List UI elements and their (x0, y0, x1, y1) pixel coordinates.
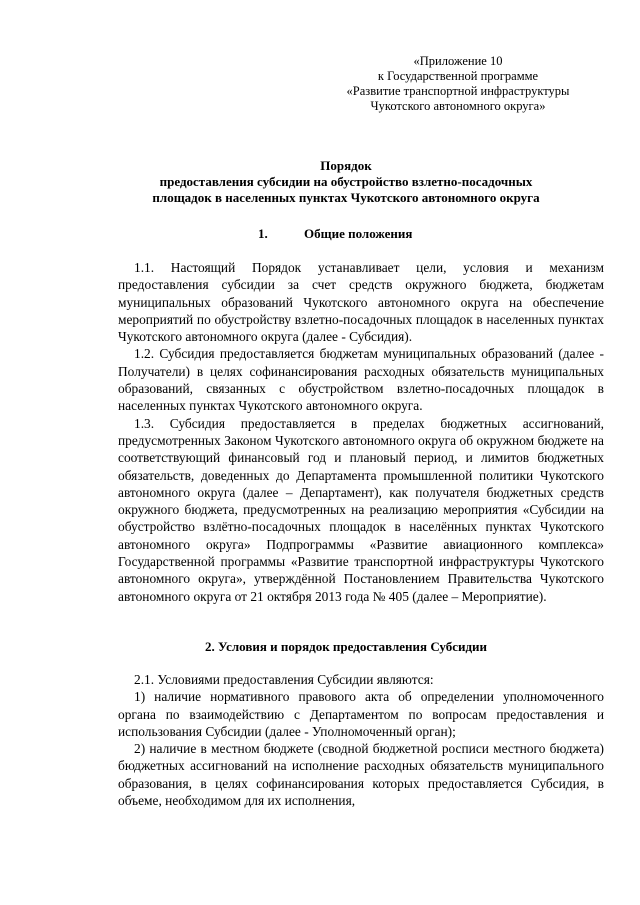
appendix-line: к Государственной программе (377, 69, 539, 83)
section-1-body (118, 259, 604, 605)
section-2-body (118, 671, 604, 809)
document-title (96, 158, 596, 206)
paragraph: 1.3. Субсидия предоставляется в пределах бюджетных ассигнований, предусмотренных Законом Чукотского автономного округа об окружном бюджете на соответствующий финансовый год и плановый период, и лимитов бюджетных обязательств, доведенных до Департамента промышленной политики Чукотского автономного округа (далее – Департамент), как получателя бюджетных средств окружного бюджета, предусмотренных на реализацию мероприятия «Субсидии на обустройство взлётно-посадочных площадок в населённых пунктах Чукотского автономного округа» Подпрограммы «Развитие авиационного комплекса» Государственной программы «Развитие транспортной инфраструктуры Чукотского автономного округа», утверждённой Постановлением Правительства Чукотского автономного округа от 21 октября 2013 года № 405 (далее – Мероприятие). (118, 415, 604, 604)
title-line: Порядок (320, 158, 372, 173)
paragraph: 2) наличие в местном бюджете (сводной бюджетной росписи местного бюджета) бюджетных ассигнований на исполнение расходных обязательств муниципального образования, в целях софинансирования которых предоставляется Субсидия, в объеме, необходимом для их исполнения, (118, 741, 604, 809)
appendix-line: «Развитие транспортной инфраструктуры (346, 84, 570, 98)
appendix-note (328, 54, 588, 114)
title-line: площадок в населенных пунктах Чукотского автономного округа (152, 190, 540, 205)
section-title: Общие положения (304, 226, 413, 241)
section-number: 1. (258, 226, 268, 241)
appendix-line: Чукотского автономного округа» (370, 99, 546, 113)
paragraph: 2.1. Условиями предоставления Субсидии являются: (134, 672, 434, 687)
title-line: предоставления субсидии на обустройство взлетно-посадочных (159, 174, 533, 189)
section-1-heading (258, 226, 412, 242)
paragraph: 1.2. Субсидия предоставляется бюджетам муниципальных образований (далее - Получатели) в целях софинансирования расходных обязательств муниципальных образований, связанных с обустройством взлетно-посадочных площадок в населенных пунктах Чукотского автономного округа. (118, 346, 604, 414)
section-2-heading: 2. Условия и порядок предоставления Субсидии (204, 639, 488, 654)
paragraph: 1) наличие нормативного правового акта об определении уполномоченного органа по взаимодействию с Департаментом по вопросам предоставления и использования Субсидии (далее - Уполномоченный орган); (118, 689, 604, 739)
appendix-line: «Приложение 10 (413, 54, 503, 68)
paragraph: 1.1. Настоящий Порядок устанавливает цели, условия и механизм предоставления субсидии за счет средств окружного бюджета, бюджетам муниципальных образований Чукотского автономного округа на обеспечение мероприятий по обустройству взлетно-посадочных площадок в населенных пунктах Чукотского автономного округа (далее - Субсидия). (118, 260, 604, 345)
